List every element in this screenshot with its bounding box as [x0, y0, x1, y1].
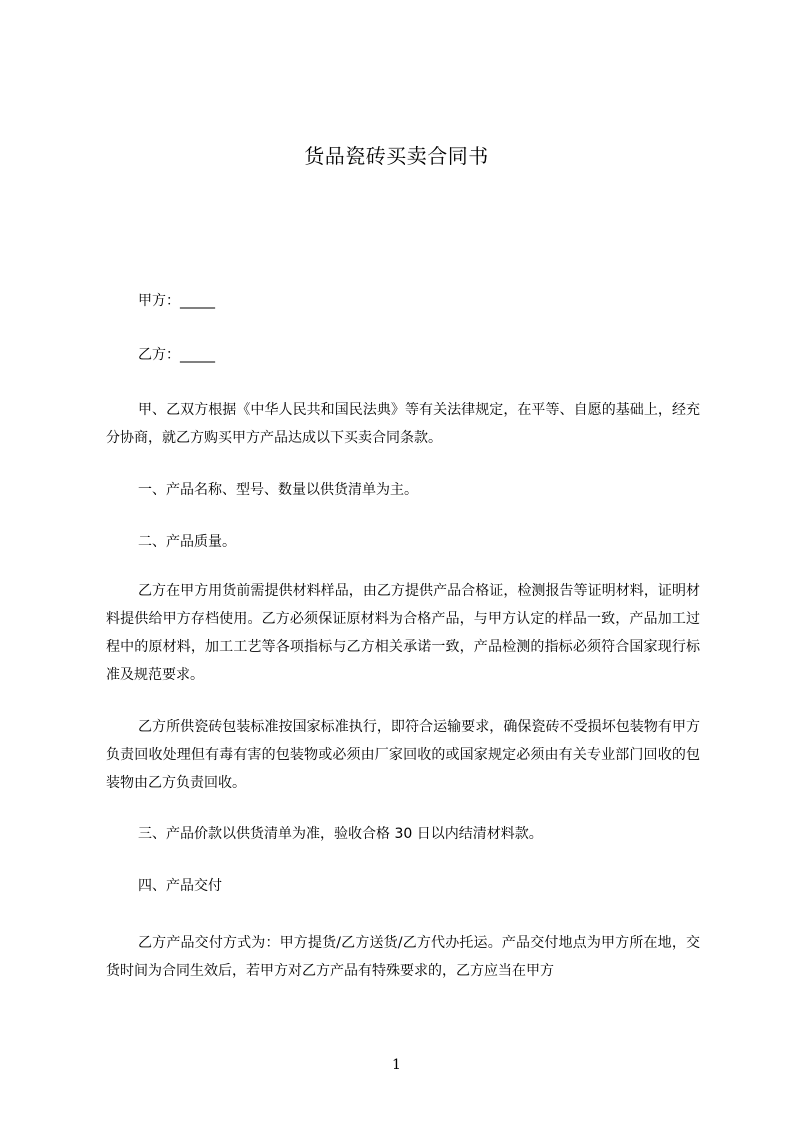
- section-1-heading: 一、产品名称、型号、数量以供货清单为主。: [138, 482, 418, 498]
- section-2-paragraph-2: 乙方所供瓷砖包装标准按国家标准执行，即符合运输要求，确保瓷砖不受损坏包装物有甲方负责回收处理但有毒有害的包装物或必须由厂家回收的或国家规定必须由有关专业部门回收的包装物由乙方负责回收。: [106, 719, 700, 791]
- intro-paragraph: 甲、乙双方根据《中华人民共和国民法典》等有关法律规定，在平等、自愿的基础上，经充分协商，就乙方购买甲方产品达成以下买卖合同条款。: [106, 402, 700, 446]
- page-number: 1: [392, 1057, 401, 1073]
- document-title: 货品瓷砖买卖合同书: [304, 144, 489, 168]
- section-2-heading: 二、产品质量。: [138, 534, 236, 550]
- section-4-paragraph-1: 乙方产品交付方式为：甲方提货/乙方送货/乙方代办托运。产品交付地点为甲方所在地，交货时间为合同生效后，若甲方对乙方产品有特殊要求的，乙方应当在甲方: [106, 935, 700, 979]
- section-4-heading: 四、产品交付: [138, 878, 222, 894]
- party-a-line: 甲方：_____: [138, 293, 215, 309]
- section-3-heading: 三、产品价款以供货清单为准，验收合格 30 日以内结清材料款。: [138, 826, 543, 842]
- party-b-line: 乙方：_____: [138, 347, 215, 363]
- section-2-paragraph-1: 乙方在甲方用货前需提供材料样品，由乙方提供产品合格证，检测报告等证明材料，证明材料提供给甲方存档使用。乙方必须保证原材料为合格产品，与甲方认定的样品一致，产品加工过程中的原材料，加工工艺等各项指标与乙方相关承诺一致，产品检测的指标必须符合国家现行标准及规范要求。: [106, 583, 700, 683]
